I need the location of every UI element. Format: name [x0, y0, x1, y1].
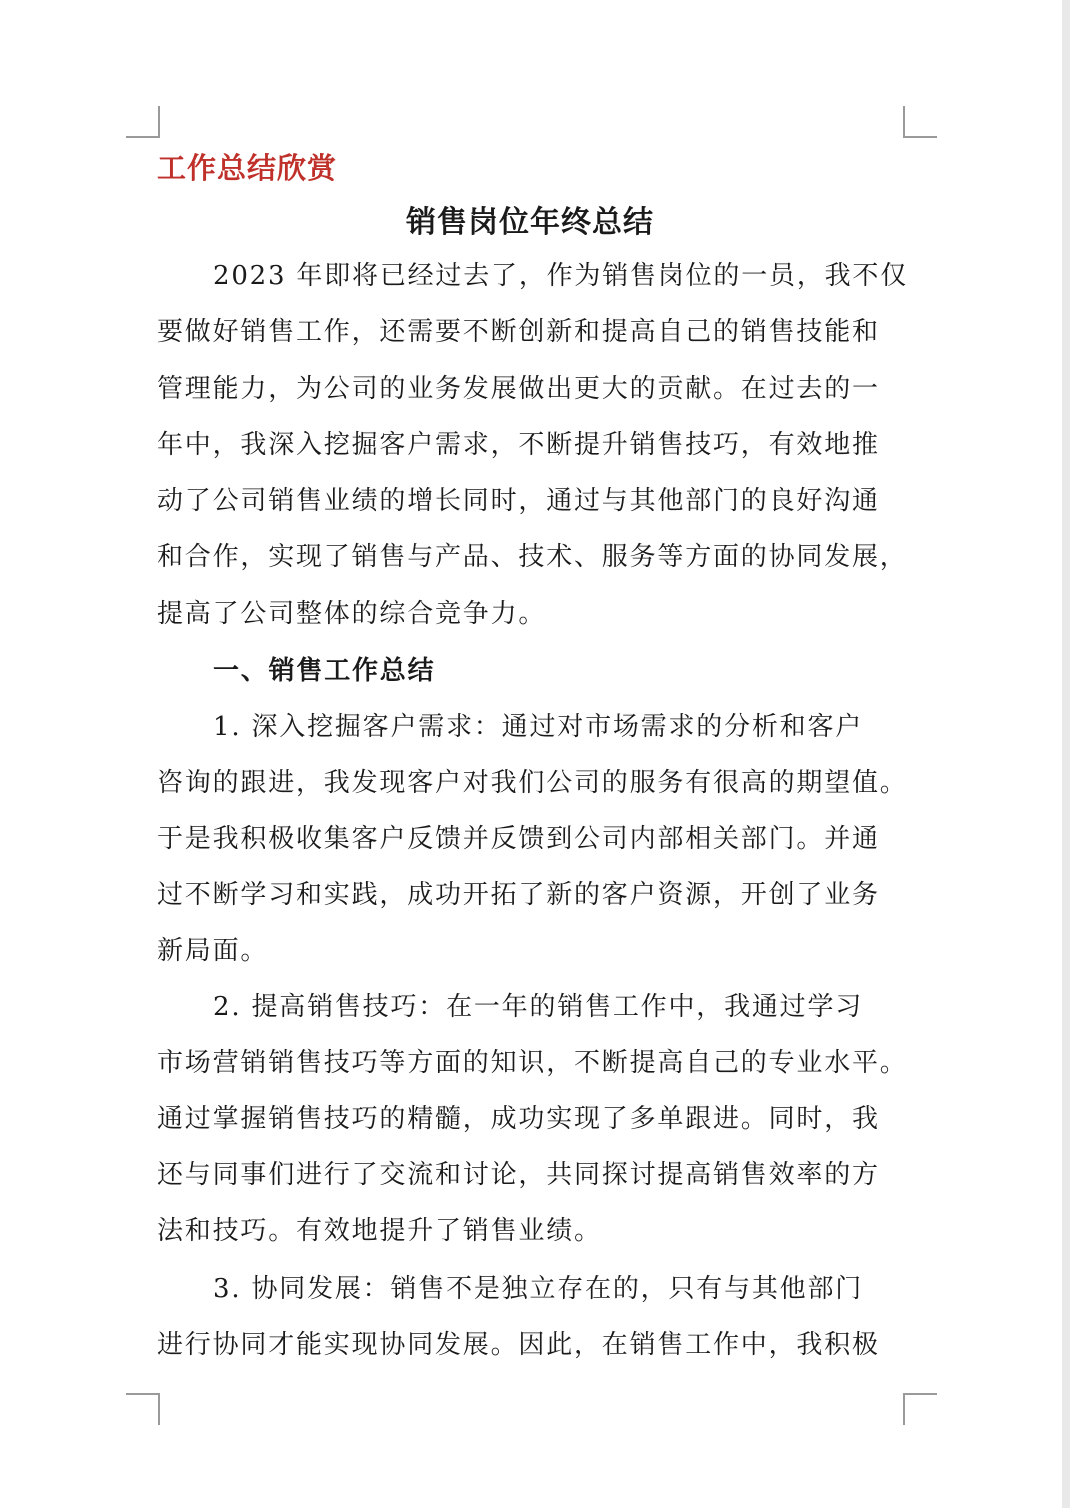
paragraph-line: 于是我积极收集客户反馈并反馈到公司内部相关部门。并通 [157, 824, 880, 854]
paragraph-line: 通过掌握销售技巧的精髓，成功实现了多单跟进。同时，我 [157, 1104, 880, 1134]
paragraph-line: 2. 提高销售技巧：在一年的销售工作中，我通过学习 [213, 992, 864, 1022]
paragraph-line: 3. 协同发展：销售不是独立存在的，只有与其他部门 [213, 1274, 864, 1304]
paragraph-line: 咨询的跟进，我发现客户对我们公司的服务有很高的期望值。 [157, 768, 908, 798]
section-label: 工作总结欣赏 [157, 151, 338, 185]
paragraph-line: 动了公司销售业绩的增长同时，通过与其他部门的良好沟通 [157, 486, 880, 516]
paragraph-line: 1. 深入挖掘客户需求：通过对市场需求的分析和客户 [213, 712, 864, 742]
paragraph-line: 法和技巧。有效地提升了销售业绩。 [157, 1216, 602, 1246]
margin-corner-top-right [903, 106, 937, 138]
paragraph-line: 还与同事们进行了交流和讨论，共同探讨提高销售效率的方 [157, 1160, 880, 1190]
paragraph-line: 市场营销销售技巧等方面的知识，不断提高自己的专业水平。 [157, 1048, 908, 1078]
margin-corner-bottom-left [126, 1393, 160, 1425]
margin-corner-bottom-right [903, 1393, 937, 1425]
paragraph-line: 2023 年即将已经过去了，作为销售岗位的一员，我不仅 [213, 261, 909, 291]
paragraph-line: 和合作，实现了销售与产品、技术、服务等方面的协同发展， [157, 542, 908, 572]
document-title: 销售岗位年终总结 [406, 205, 654, 240]
paragraph-line: 新局面。 [157, 936, 269, 966]
paragraph-line: 年中，我深入挖掘客户需求，不断提升销售技巧，有效地推 [157, 430, 880, 460]
section-heading: 一、销售工作总结 [213, 656, 436, 686]
page-edge-shadow [1062, 0, 1070, 1508]
margin-corner-top-left [126, 106, 160, 138]
paragraph-line: 进行协同才能实现协同发展。因此，在销售工作中，我积极 [157, 1330, 880, 1360]
paragraph-line: 过不断学习和实践，成功开拓了新的客户资源，开创了业务 [157, 880, 880, 910]
paragraph-line: 管理能力，为公司的业务发展做出更大的贡献。在过去的一 [157, 374, 880, 404]
paragraph-line: 要做好销售工作，还需要不断创新和提高自己的销售技能和 [157, 317, 880, 347]
paragraph-line: 提高了公司整体的综合竞争力。 [157, 599, 547, 629]
